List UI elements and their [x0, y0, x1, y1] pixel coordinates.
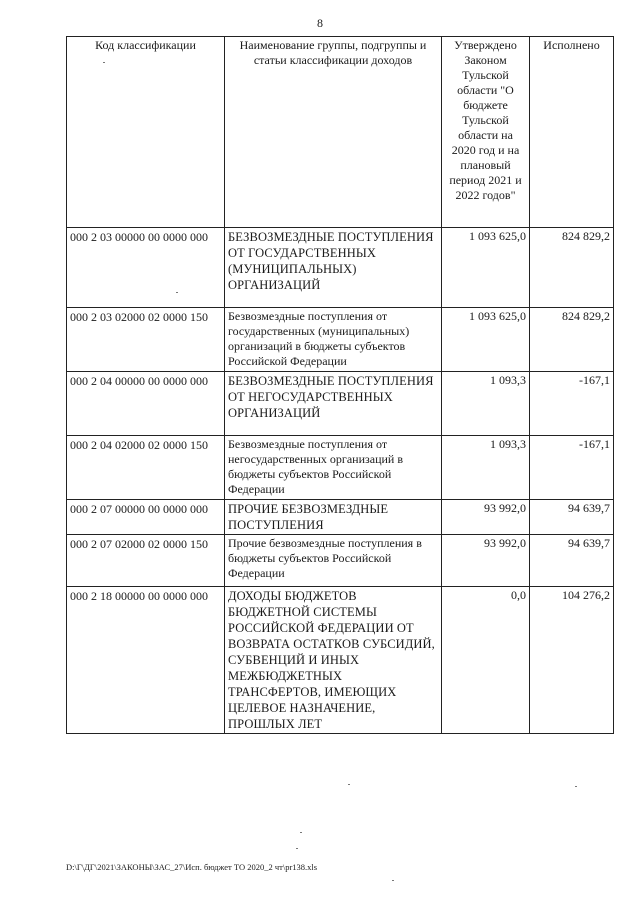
scan-speck	[300, 832, 302, 833]
header-name: Наименование группы, подгруппы и статьи классификации доходов	[225, 37, 442, 228]
row-name: Прочие безвозмездные поступления в бюджеты субъектов Российской Федерации	[225, 535, 442, 587]
scan-speck	[392, 880, 394, 881]
table-row	[67, 228, 614, 308]
table-row	[67, 372, 614, 436]
scan-speck	[103, 62, 105, 63]
table-row	[67, 436, 614, 500]
table-row	[67, 308, 614, 372]
row-approved: 93 992,0	[442, 500, 530, 535]
page-number: 8	[317, 16, 323, 30]
table-header-row	[67, 37, 614, 228]
scan-speck	[176, 292, 178, 293]
row-code: 000 2 03 00000 00 0000 000	[67, 228, 225, 308]
row-name: БЕЗВОЗМЕЗДНЫЕ ПОСТУПЛЕНИЯ ОТ ГОСУДАРСТВЕННЫХ (МУНИЦИПАЛЬНЫХ) ОРГАНИЗАЦИЙ	[225, 228, 442, 308]
row-executed: 94 639,7	[530, 500, 614, 535]
row-name: Безвозмездные поступления от негосударственных организаций в бюджеты субъектов Российской Федерации	[225, 436, 442, 500]
header-executed: Исполнено	[530, 37, 614, 228]
scan-speck	[296, 848, 298, 849]
table-row	[67, 587, 614, 734]
scan-speck	[575, 786, 577, 787]
header-code: Код классификации	[67, 37, 225, 228]
row-approved: 1 093 625,0	[442, 228, 530, 308]
row-code: 000 2 04 02000 02 0000 150	[67, 436, 225, 500]
row-code: 000 2 07 00000 00 0000 000	[67, 500, 225, 535]
row-approved: 1 093,3	[442, 436, 530, 500]
scan-speck	[348, 784, 350, 785]
row-approved: 1 093,3	[442, 372, 530, 436]
row-executed: 824 829,2	[530, 308, 614, 372]
row-approved: 0,0	[442, 587, 530, 734]
row-name: ДОХОДЫ БЮДЖЕТОВ БЮДЖЕТНОЙ СИСТЕМЫ РОССИЙСКОЙ ФЕДЕРАЦИИ ОТ ВОЗВРАТА ОСТАТКОВ СУБСИДИЙ, СУБВЕНЦИЙ И ИНЫХ МЕЖБЮДЖЕТНЫХ ТРАНСФЕРТОВ, ИМЕЮЩИХ ЦЕЛЕВОЕ НАЗНАЧЕНИЕ, ПРОШЛЫХ ЛЕТ	[225, 587, 442, 734]
row-name: ПРОЧИЕ БЕЗВОЗМЕЗДНЫЕ ПОСТУПЛЕНИЯ	[225, 500, 442, 535]
row-approved: 1 093 625,0	[442, 308, 530, 372]
row-code: 000 2 07 02000 02 0000 150	[67, 535, 225, 587]
row-code: 000 2 03 02000 02 0000 150	[67, 308, 225, 372]
table-row	[67, 535, 614, 587]
row-executed: 104 276,2	[530, 587, 614, 734]
header-approved: Утверждено Законом Тульской области "О бюджете Тульской области на 2020 год и на плановый период 2021 и 2022 годов"	[442, 37, 530, 228]
revenue-table	[66, 36, 614, 734]
row-code: 000 2 18 00000 00 0000 000	[67, 587, 225, 734]
row-name: Безвозмездные поступления от государственных (муниципальных) организаций в бюджеты субъектов Российской Федерации	[225, 308, 442, 372]
row-executed: -167,1	[530, 372, 614, 436]
row-executed: 94 639,7	[530, 535, 614, 587]
table-row	[67, 500, 614, 535]
row-executed: 824 829,2	[530, 228, 614, 308]
row-name: БЕЗВОЗМЕЗДНЫЕ ПОСТУПЛЕНИЯ ОТ НЕГОСУДАРСТВЕННЫХ ОРГАНИЗАЦИЙ	[225, 372, 442, 436]
row-approved: 93 992,0	[442, 535, 530, 587]
row-executed: -167,1	[530, 436, 614, 500]
file-path-footer: D:\Г\ДГ\2021\ЗАКОНЫ\ЗАС_27\Исп. бюджет ТО 2020_2 чт\pr138.xls	[66, 862, 318, 872]
row-code: 000 2 04 00000 00 0000 000	[67, 372, 225, 436]
